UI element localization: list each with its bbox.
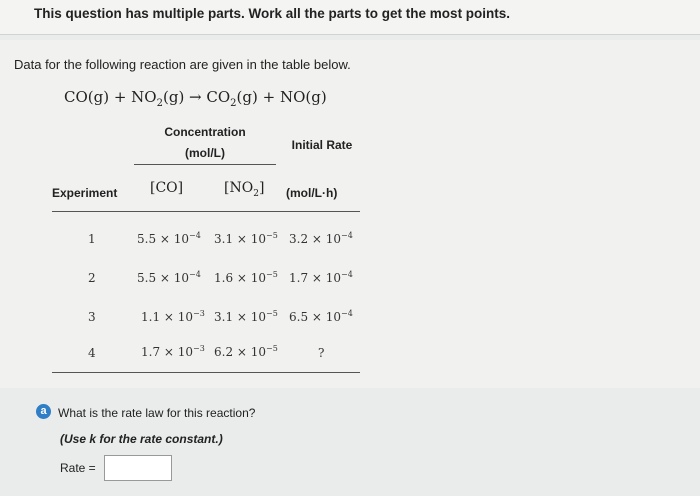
initial-rate: $1.7 \times 10^{-4}$	[289, 270, 353, 285]
experiment-number: 3	[88, 310, 96, 324]
table-bottom-rule	[52, 372, 360, 373]
part-a-question: What is the rate law for this reaction?	[58, 406, 256, 420]
no2-concentration: $1.6 \times 10^{-5}$	[214, 270, 278, 285]
intro-text: Data for the following reaction are given in the table below.	[14, 57, 351, 72]
concentration-header: Concentration	[164, 125, 246, 139]
co-concentration: $5.5 \times 10^{-4}$	[137, 270, 201, 285]
rate-label: Rate =	[60, 461, 96, 475]
rate-law-answer-input[interactable]	[104, 455, 172, 481]
co-concentration: $1.7 \times 10^{-3}$	[141, 344, 205, 359]
part-a-badge: a	[36, 404, 51, 419]
rate-units-header: (mol/L·h)	[286, 186, 338, 200]
experiment-header: Experiment	[52, 186, 118, 200]
no2-concentration: $3.1 \times 10^{-5}$	[214, 309, 278, 324]
table-header-rule	[52, 211, 360, 212]
part-a-hint: (Use k for the rate constant.)	[60, 432, 223, 446]
initial-rate-header: Initial Rate	[291, 138, 353, 152]
co-concentration: $1.1 \times 10^{-3}$	[141, 309, 205, 324]
co-column-header: [CO]	[150, 180, 184, 196]
experiment-number: 1	[88, 232, 96, 246]
no2-concentration: $6.2 \times 10^{-5}$	[214, 344, 278, 359]
header-divider	[134, 164, 276, 165]
experiment-number: 2	[88, 271, 96, 285]
concentration-units-header: (mol/L)	[185, 146, 225, 160]
reaction-equation: $CO(g) + NO_2(g) \to CO_2(g) + NO(g)$	[64, 88, 327, 109]
experiment-number: 4	[88, 346, 96, 360]
co-concentration: $5.5 \times 10^{-4}$	[137, 231, 201, 246]
initial-rate: $3.2 \times 10^{-4}$	[289, 231, 353, 246]
unknown-rate: ?	[318, 346, 325, 360]
no2-concentration: $3.1 \times 10^{-5}$	[214, 231, 278, 246]
instructions-banner	[0, 0, 700, 35]
no2-column-header: $[NO_2]$	[224, 180, 265, 199]
initial-rate: $6.5 \times 10^{-4}$	[289, 309, 353, 324]
instructions-text: This question has multiple parts. Work all the parts to get the most points.	[34, 6, 511, 21]
